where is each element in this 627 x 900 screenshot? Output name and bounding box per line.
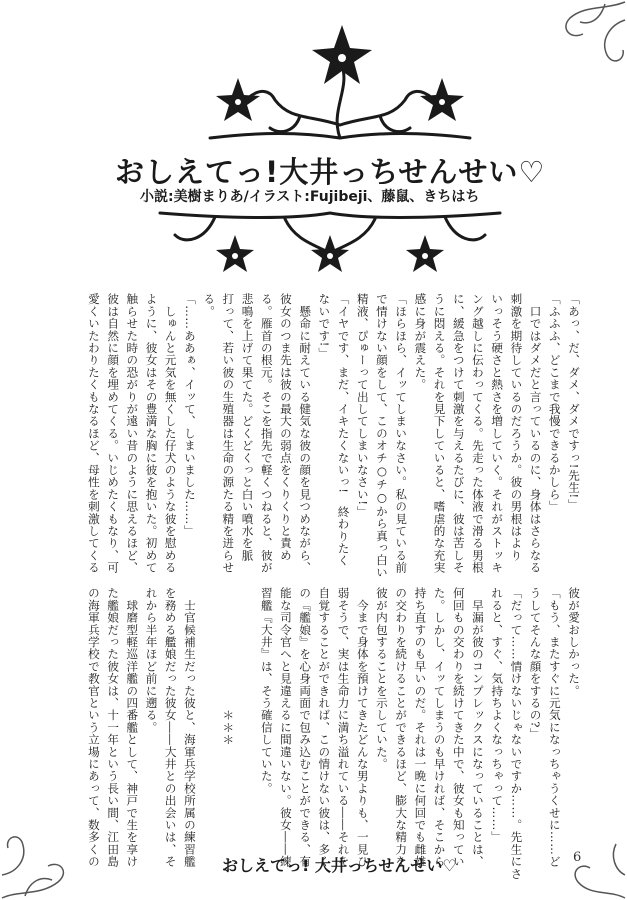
floral-ornament-top <box>200 20 480 150</box>
author-credits: 小説:美樹まりあ/イラスト:Fujibeji、藤鼠、きちはち <box>140 189 480 205</box>
corner-flourish-top-right <box>545 0 627 80</box>
page-number: 6 <box>573 850 582 865</box>
body-text-lower: 彼が愛おしかった。 「もう、またすぐに元気になっちゃうくせに……ど うしてそんな顔をするの?」 「だって……情けないじゃないですか……。先生にさ れると、すぐ、気持ちよくなっちゃって……」 早漏が彼のコンプレックスになっていることは、 何回もの交わりを続けてきた中で、彼女も知ってい た。しかし、イッてしまうのも早ければ、そこから 持ち直すのも早いのだ。それは一晩に何回でも雌雄 の交わりを続けることができるほど、膨大な精力を 彼が内包することを示していた。 今まで身体を預けてきたどんな男よりも、一見ひ 弱そうで、実は生命力に満ち溢れている――それを 自覚することができれば、この情けない彼は、多く の『艦娘』を心身両面で包み込むことができる、有 能な司令官へと見違えるに間違いない。彼女――練 習艦『大井』は、そう確信していた。 ＊＊＊ 士官候補生だった彼と、海軍兵学校所属の練習艦 を務める艦娘だった彼女――大井との出会いは、そ れから半年ほど前に遡る。 球磨型軽巡洋艦の四番艦として、神戸で生を享け た艦娘だった彼女は、十一年という長い間、江田島 の海軍兵学校で教官という立場にあって、数多くの <box>86 587 581 880</box>
corner-flourish-bottom-left <box>0 810 95 900</box>
floral-ornament-bottom <box>155 205 505 280</box>
page-title: おしえてっ!大井っちせんせい♡ <box>115 155 546 189</box>
footer-title: おしえてっ! 大井っちせんせい♡ <box>222 856 457 875</box>
body-text-upper: 「あっ、だ、ダメ、ダメですっ!先生!」 「ふふふ、どこまで我慢できるかしら」 口ではダメだと言っているのに、身体はさらなる 刺激を期待しているのだろうか。彼の男根はより いっそう硬さと熱さを増していく。それがストッキ ング越しに伝わってくる。先走った体液で滑る男根 に、緩急をつけて刺激を与えるたびに、彼は苦しそ うに悶える。それを見下していると、嗜虐的な充実 感に身が震えた。 「ほらほら、イッてしまいなさい。私の見ている前 で情けない顔をして、このオチ○チ○から真っ白い 精液、ぴゅーって出してしまいなさい!」 「イヤです、まだ、イキたくないっ! 終わりたく ないです!」 懸命に耐えている健気な彼の顔を見つめながら、 彼女のつま先は彼の最大の弱点をくりくりと責め る。雁首の根元。そこを指先で軽くつねると、彼が 悲鳴を上げて果てた。どくどくっと白い噴水を脈 打って、若い彼の生殖器は生命の源たる精を迸らせ る。 「……ああぁ、イッて、しまいました……」 しゅんと元気を無くした仔犬のような彼を慰める ように、彼女はその豊満な胸に彼を抱いた。初めて 触らせた時の恐がりが遠い昔のように思えるほど、 彼は自然に顔を埋めてくる。いじめたくもなり、可 愛くいたわりたくもなるほど、母性を刺激してくる <box>86 293 581 579</box>
